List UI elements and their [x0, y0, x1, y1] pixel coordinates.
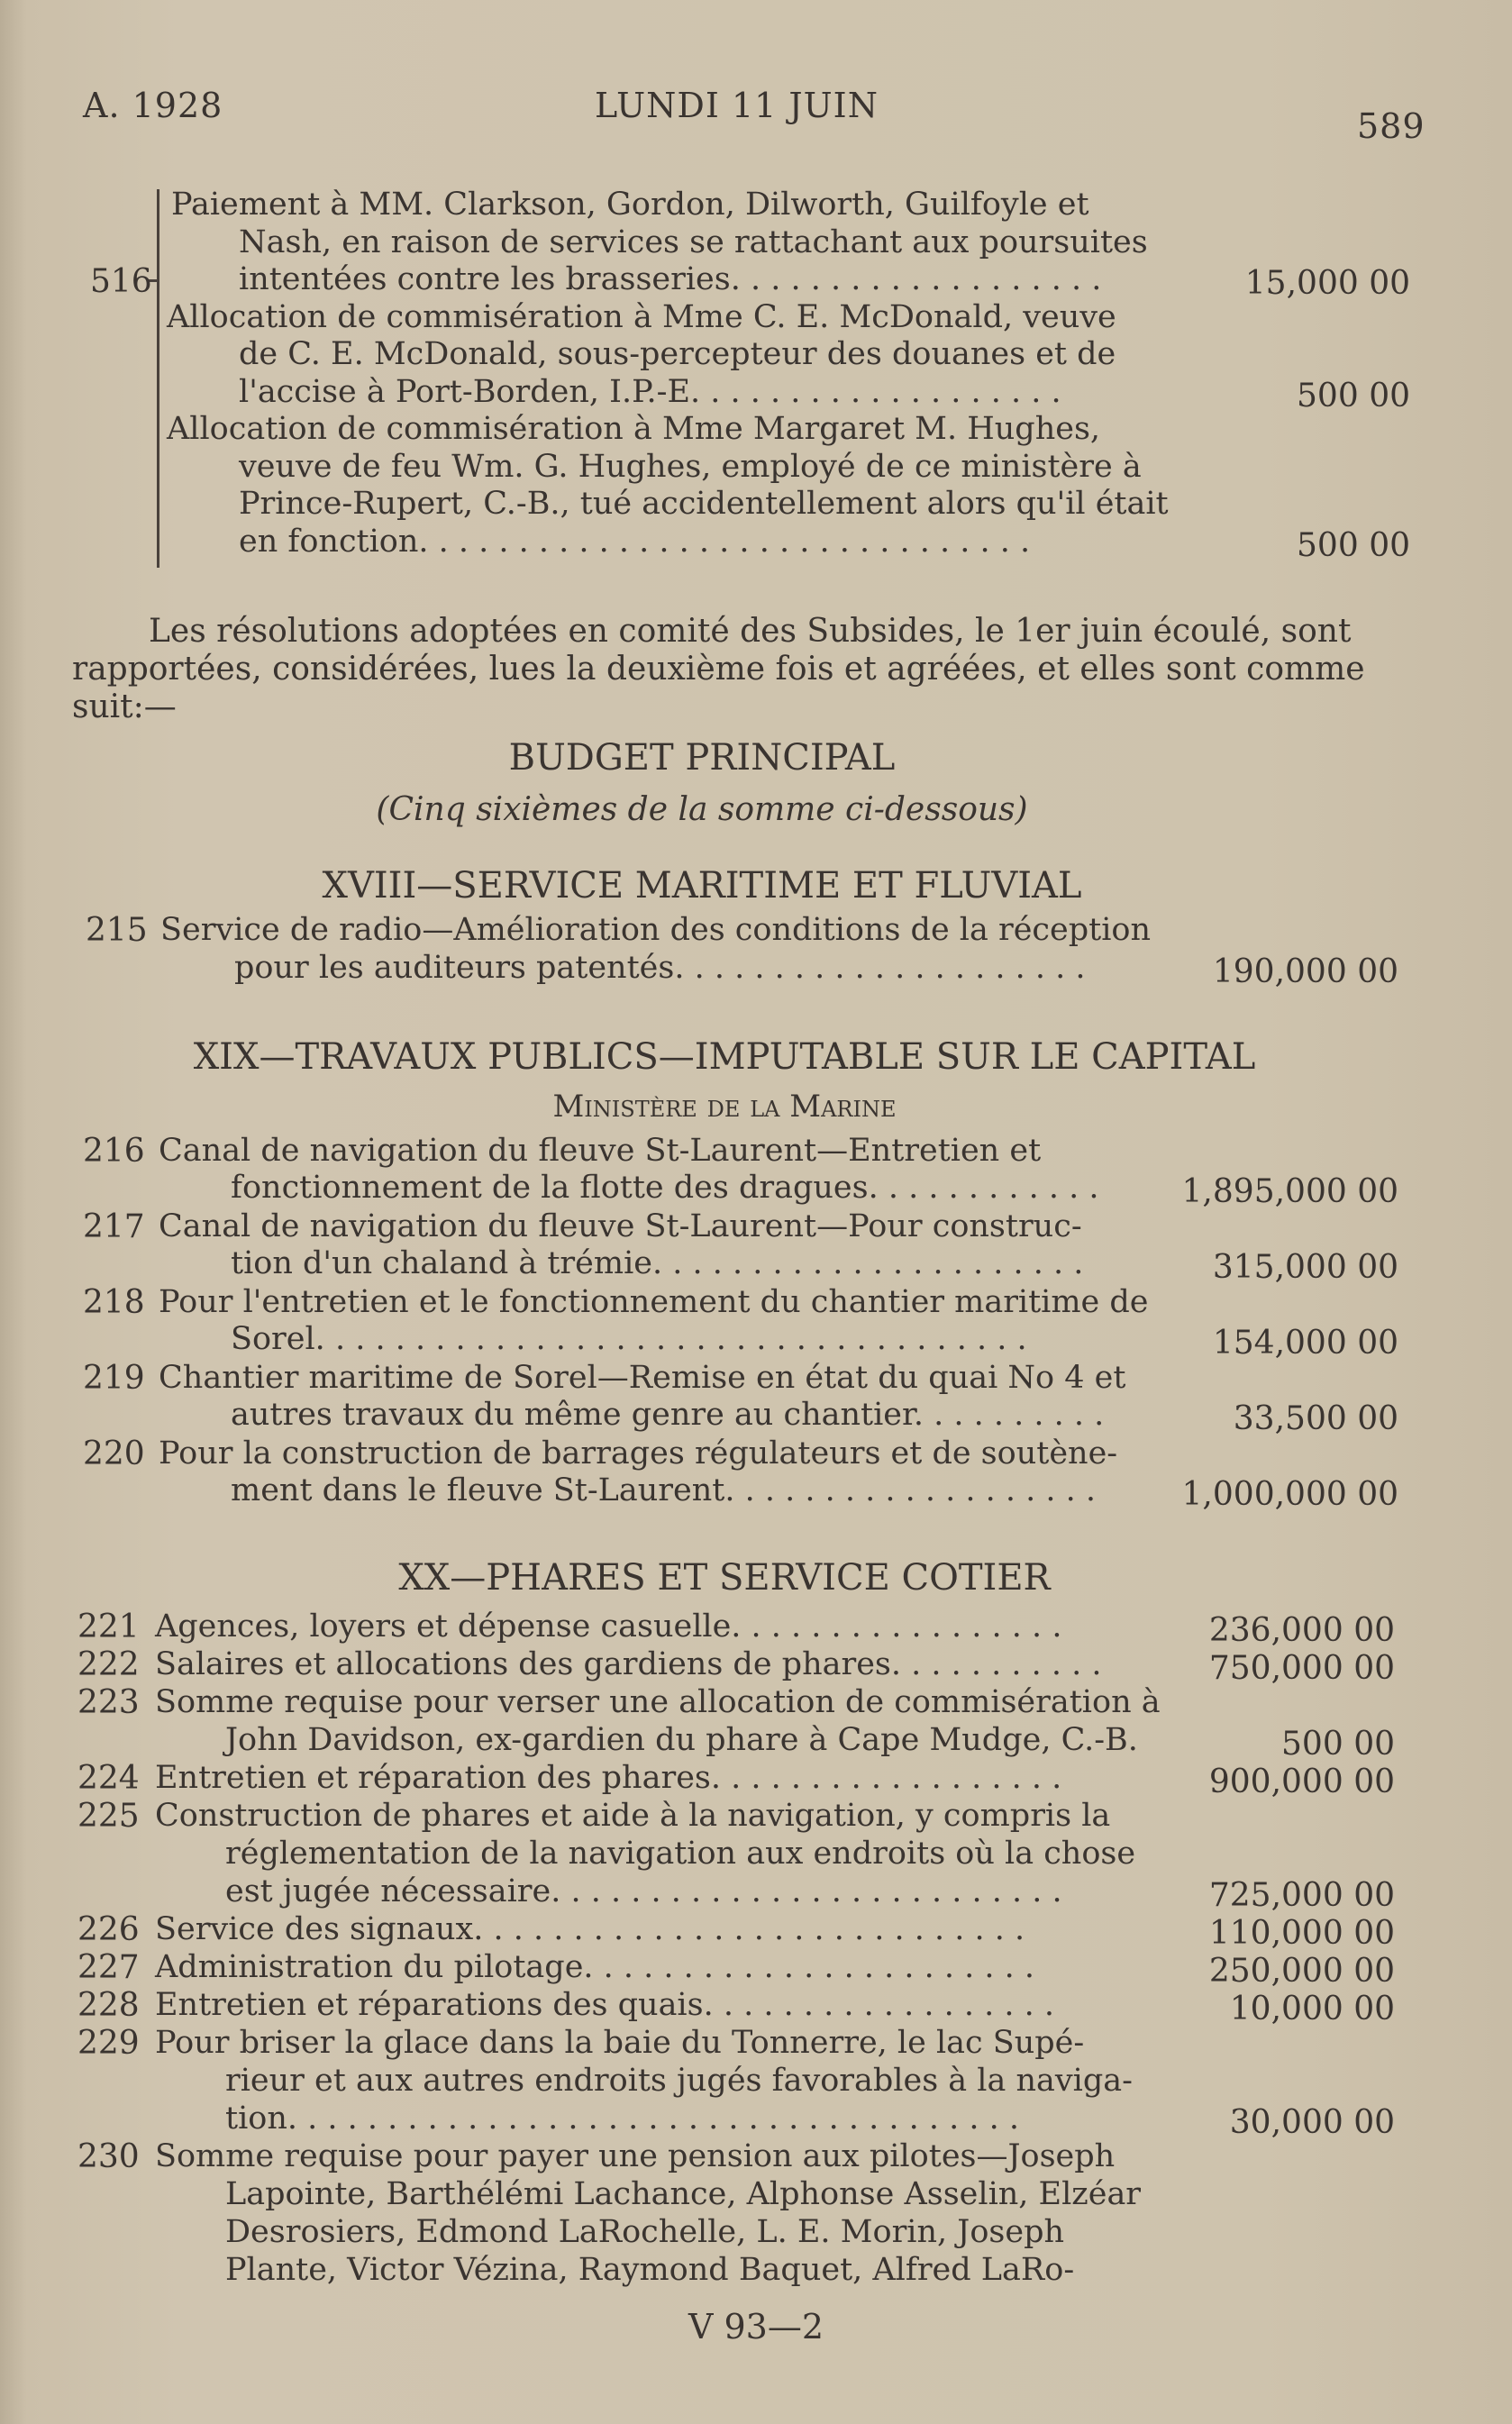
- page-number: 589: [1357, 106, 1425, 146]
- block-516-line: Nash, en raison de services se rattachant aux poursuites: [239, 223, 1148, 260]
- section-19-title: XIX—TRAVAUX PUBLICS—IMPUTABLE SUR LE CAPITAL: [193, 1036, 1256, 1078]
- item-line: Canal de navigation du fleuve St-Laurent—Entretien et: [159, 1133, 1042, 1169]
- item-amount: 250,000 00: [1208, 1953, 1395, 1990]
- item-line: John Davidson, ex-gardien du phare à Cape Mudge, C.-B.: [225, 1722, 1138, 1758]
- item-amount: 10,000 00: [1229, 1991, 1395, 2028]
- item-line: Plante, Victor Vézina, Raymond Baquet, Alfred LaRo-: [225, 2252, 1075, 2288]
- item-number: 225: [77, 1798, 140, 1835]
- item-line: Salaires et allocations des gardiens de phares. . . . . . . . . . .: [155, 1646, 1102, 1682]
- item-line: Administration du pilotage. . . . . . . . . . . . . . . . . . . . . . .: [155, 1949, 1035, 1985]
- item-number: 218: [83, 1284, 145, 1321]
- item-number: 226: [77, 1911, 140, 1948]
- section-18-title: XVIII—SERVICE MARITIME ET FLUVIAL: [322, 865, 1082, 907]
- item-amount: 30,000 00: [1229, 2104, 1395, 2141]
- item-line: Canal de navigation du fleuve St-Laurent—Pour construc-: [159, 1208, 1082, 1244]
- item-number: 229: [77, 2025, 140, 2062]
- block-516-amount: 15,000 00: [1244, 265, 1410, 302]
- item-line: fonctionnement de la flotte des dragues. . . . . . . . . . . .: [231, 1170, 1099, 1206]
- item-number: 223: [77, 1684, 140, 1721]
- item-line: Chantier maritime de Sorel—Remise en état du quai No 4 et: [159, 1360, 1126, 1396]
- item-line: Agences, loyers et dépense casuelle. . . . . . . . . . . . . . . . .: [155, 1608, 1062, 1645]
- item-line: rieur et aux autres endroits jugés favorables à la naviga-: [225, 2063, 1133, 2099]
- item-amount: 750,000 00: [1208, 1650, 1395, 1687]
- item-line: Somme requise pour verser une allocation de commisération à: [155, 1684, 1161, 1720]
- block-516-amount: 500 00: [1297, 377, 1410, 415]
- item-line: réglementation de la navigation aux endroits où la chose: [225, 1836, 1136, 1872]
- intro-line-3: suit:—: [72, 688, 177, 725]
- item-number: 215: [86, 912, 148, 949]
- item-amount: 110,000 00: [1208, 1915, 1395, 1952]
- item-amount: 1,895,000 00: [1181, 1173, 1398, 1210]
- item-line: Sorel. . . . . . . . . . . . . . . . . . . . . . . . . . . . . . . . . . . .: [231, 1321, 1027, 1357]
- item-brace: [157, 189, 172, 568]
- section-19-subtitle: Ministère de la Marine: [552, 1089, 897, 1125]
- item-amount: 500 00: [1281, 1726, 1395, 1763]
- item-number: 216: [83, 1133, 145, 1170]
- block-516-line: Allocation de commisération à Mme C. E. McDonald, veuve: [167, 298, 1116, 335]
- item-number: 222: [77, 1646, 140, 1683]
- item-line: ment dans le fleuve St-Laurent. . . . . . . . . . . . . . . . . . .: [231, 1472, 1096, 1508]
- block-516-line: Prince-Rupert, C.-B., tué accidentellement alors qu'il était: [239, 486, 1169, 522]
- item-line: Service des signaux. . . . . . . . . . . . . . . . . . . . . . . . . . . .: [155, 1911, 1025, 1947]
- item-line: Lapointe, Barthélémi Lachance, Alphonse Asselin, Elzéar: [225, 2176, 1142, 2212]
- item-line: tion d'un chaland à trémie. . . . . . . . . . . . . . . . . . . . . .: [231, 1245, 1084, 1281]
- block-516-line: intentées contre les brasseries. . . . . . . . . . . . . . . . . . .: [239, 261, 1102, 297]
- item-number: 217: [83, 1208, 145, 1245]
- item-number: 230: [77, 2138, 140, 2175]
- item-amount: 900,000 00: [1208, 1763, 1395, 1800]
- item-line: Pour briser la glace dans la baie du Tonnerre, le lac Supé-: [155, 2025, 1085, 2061]
- item-amount: 154,000 00: [1212, 1325, 1398, 1362]
- section-20-title: XX—PHARES ET SERVICE COTIER: [398, 1557, 1051, 1599]
- item-number: 228: [77, 1987, 140, 2024]
- budget-subtitle: (Cinq sixièmes de la somme ci-dessous): [376, 791, 1028, 828]
- item-line: Entretien et réparation des phares. . . . . . . . . . . . . . . . . .: [155, 1760, 1062, 1796]
- item-number: 221: [77, 1608, 140, 1645]
- item-line: tion. . . . . . . . . . . . . . . . . . . . . . . . . . . . . . . . . . . . .: [225, 2100, 1020, 2137]
- block-516-line: Allocation de commisération à Mme Margaret M. Hughes,: [167, 411, 1101, 447]
- item-number: 220: [83, 1435, 145, 1472]
- item-line: Pour l'entretien et le fonctionnement du chantier maritime de: [159, 1284, 1149, 1320]
- item-line: Construction de phares et aide à la navigation, y compris la: [155, 1798, 1111, 1834]
- block-516-amount: 500 00: [1297, 526, 1410, 564]
- page-footer: V 93—2: [688, 2307, 824, 2347]
- item-number-516: 516: [90, 263, 152, 300]
- intro-line-1: Les résolutions adoptées en comité des Subsides, le 1er juin écoulé, sont: [149, 613, 1352, 650]
- item-line: Entretien et réparations des quais. . . . . . . . . . . . . . . . . .: [155, 1987, 1054, 2023]
- item-line: est jugée nécessaire. . . . . . . . . . . . . . . . . . . . . . . . . .: [225, 1873, 1062, 1909]
- header-date: LUNDI 11 JUIN: [595, 86, 879, 125]
- item-line: Desrosiers, Edmond LaRochelle, L. E. Morin, Joseph: [225, 2214, 1065, 2250]
- item-number: 224: [77, 1760, 140, 1797]
- item-amount: 33,500 00: [1233, 1400, 1398, 1437]
- item-line: pour les auditeurs patentés. . . . . . . . . . . . . . . . . . . . .: [234, 950, 1086, 986]
- block-516-line: de C. E. McDonald, sous-percepteur des douanes et de: [239, 336, 1116, 372]
- item-amount: 315,000 00: [1212, 1249, 1398, 1286]
- block-516-line: Paiement à MM. Clarkson, Gordon, Dilworth, Guilfoyle et: [171, 187, 1089, 223]
- item-line: Somme requise pour payer une pension aux pilotes—Joseph: [155, 2138, 1116, 2174]
- item-amount: 725,000 00: [1208, 1877, 1395, 1914]
- header-session: A. 1928: [83, 86, 223, 125]
- intro-line-2: rapportées, considérées, lues la deuxième fois et agréées, et elles sont comme: [72, 651, 1365, 688]
- item-number: 227: [77, 1949, 140, 1986]
- item-amount: 1,000,000 00: [1181, 1476, 1398, 1513]
- block-516-line: veuve de feu Wm. G. Hughes, employé de ce ministère à: [239, 448, 1142, 485]
- block-516-line: en fonction. . . . . . . . . . . . . . . . . . . . . . . . . . . . . . .: [239, 523, 1031, 560]
- item-number: 219: [83, 1360, 145, 1397]
- block-516-line: l'accise à Port-Borden, I.P.-E. . . . . . . . . . . . . . . . . . .: [239, 373, 1061, 410]
- budget-title: BUDGET PRINCIPAL: [508, 737, 896, 779]
- item-line: Service de radio—Amélioration des conditions de la réception: [160, 912, 1152, 948]
- item-amount: 236,000 00: [1208, 1612, 1395, 1649]
- item-line: Pour la construction de barrages régulateurs et de soutène-: [159, 1435, 1118, 1472]
- item-amount: 190,000 00: [1212, 953, 1398, 990]
- item-line: autres travaux du même genre au chantier. . . . . . . . . .: [231, 1397, 1105, 1433]
